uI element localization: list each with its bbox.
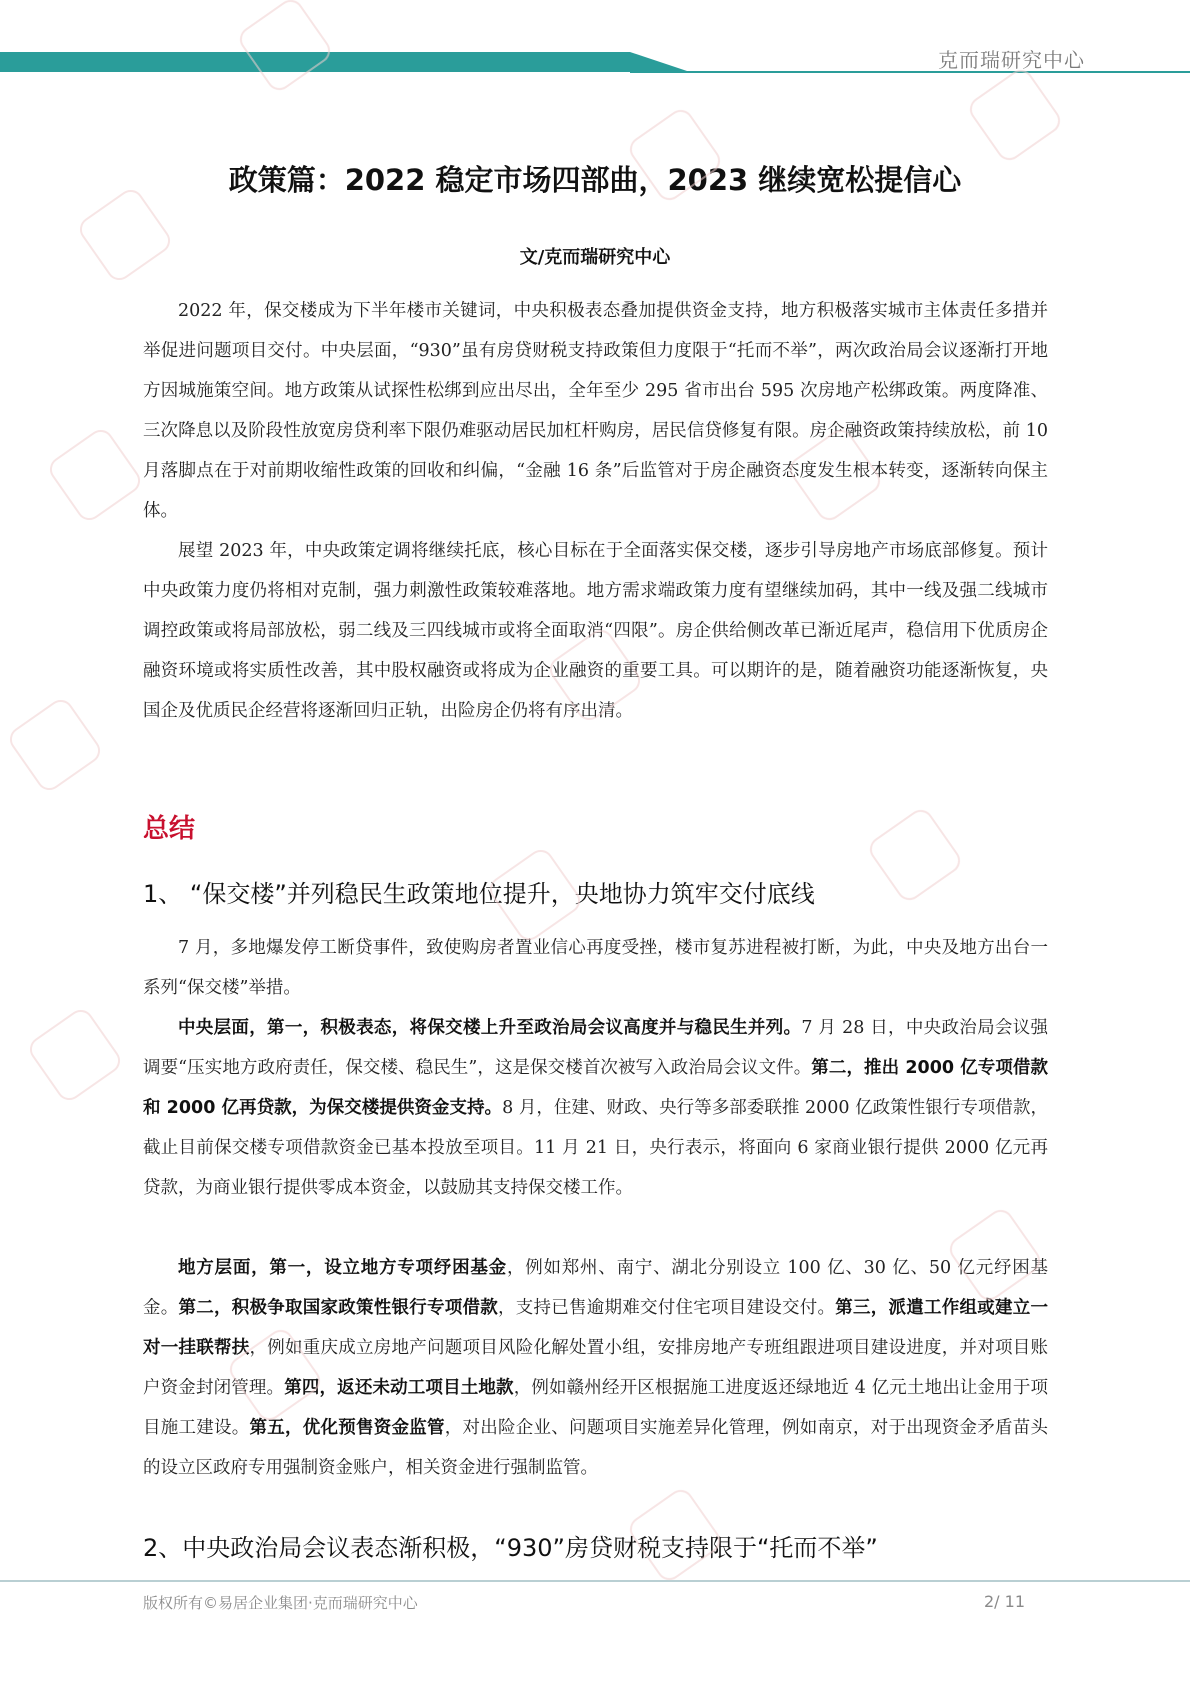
section-title-summary: 总结 — [143, 814, 196, 844]
header-org-label: 克而瑞研究中心 — [938, 48, 1085, 72]
watermark-logo-mark — [6, 696, 103, 793]
document-byline: 文/克而瑞研究中心 — [519, 247, 671, 268]
text-run: ，支持已售逾期难交付住宅项目建设交付。 — [498, 1298, 836, 1318]
footer-copyright: 版权所有©易居企业集团·克而瑞研究中心 — [143, 1594, 418, 1612]
bold-phrase: 中央层面，第一，积极表态，将保交楼上升至政治局会议高度并与稳民生并列。 — [178, 1018, 802, 1038]
text-run: ，对出险企业、问题项目实施差异化管理，例如南京，对于出现资金矛盾苗头的设立区政府专用强制资金账户，相关资金进行强制监管。 — [143, 1418, 1048, 1478]
text-run: ，例如重庆成立房地产问题项目风险化解处置小组，安排房地产专班组跟进项目建设进度，并对项目账户资金封闭管理。 — [143, 1338, 1048, 1398]
text-run: ，例如赣州经开区根据施工进度返还绿地近 4 亿元土地出让金用于项目施工建设。 — [143, 1378, 1049, 1438]
intro-paragraph-2: 展望 2023 年，中央政策定调将继续托底，核心目标在于全面落实保交楼，逐步引导房地产市场底部修复。预计中央政策力度仍将相对克制，强力刺激性政策较难落地。地方需求端政策力度有望继续加码，其中一线及强二线城市调控政策或将局部放松，弱二线及三四线城市或将全面取消“四限”。房企供给侧改革已渐近尾声，稳信用下优质房企融资环境或将实质性改善，其中股权融资或将成为企业融资的重要工具。可以期许的是，随着融资功能逐渐恢复，央国企及优质民企经营将逐渐回归正轨，出险房企仍将有序出清。 — [143, 541, 1048, 721]
watermark-logo-mark — [866, 806, 963, 903]
subheading-1: 1、 “保交楼”并列稳民生政策地位提升，央地协力筑牢交付底线 — [143, 880, 815, 908]
bold-phrase: 第五，优化预售资金监管 — [249, 1418, 445, 1438]
text-run: 7 月 28 日，中央政治局会议强调要“压实地方政府责任，保交楼、稳民生”，这是保交楼首次被写入政治局会议文件。 — [143, 1018, 1049, 1078]
intro-paragraph-1: 2022 年，保交楼成为下半年楼市关键词，中央积极表态叠加提供资金支持，地方积极落实城市主体责任多措并举促进问题项目交付。中央层面，“930”虽有房贷财税支持政策但力度限于“托而不举”，两次政治局会议逐渐打开地方因城施策空间。地方政策从试探性松绑到应出尽出，全年至少 295 省市出台 595 次房地产松绑政策。两度降准、三次降息以及阶段性放宽房贷利率下限仍难驱动居民加杠杆购房，居民信贷修复有限。房企融资政策持续放松，前 10 月落脚点在于对前期收缩性政策的回收和纠偏，“金融 16 条”后监管对于房企融资态度发生根本转变，逐渐转向保主体。 — [143, 301, 1048, 521]
s1-paragraph-2 — [143, 1008, 1048, 1208]
footer-rule — [0, 1580, 1190, 1582]
text-run: 8 月，住建、财政、央行等多部委联推 2000 亿政策性银行专项借款，截止目前保交楼专项借款资金已基本投放至项目。11 月 21 日，央行表示，将面向 6 家商业银行提供 2000 亿元再贷款，为商业银行提供零成本资金，以鼓励其支持保交楼工作。 — [143, 1098, 1049, 1198]
page-number: 2/ 11 — [983, 1592, 1025, 1611]
bold-phrase: 第三，派遣工作组或建立一对一挂联帮扶 — [143, 1298, 1048, 1358]
watermark-logo-mark — [966, 66, 1063, 163]
s1-paragraph-3 — [143, 1248, 1048, 1488]
header-teal-band — [0, 52, 690, 72]
subheading-2: 2、中央政治局会议表态渐积极，“930”房贷财税支持限于“托而不举” — [143, 1534, 878, 1562]
bold-phrase: 第四，返还未动工项目土地款 — [284, 1378, 514, 1398]
watermark-logo-mark — [46, 426, 143, 523]
bold-phrase: 地方层面，第一，设立地方专项纾困基金 — [178, 1258, 507, 1278]
text-run: ，例如郑州、南宁、湖北分别设立 100 亿、30 亿、50 亿元纾困基金。 — [143, 1258, 1049, 1318]
bold-phrase: 第二，积极争取国家政策性银行专项借款 — [178, 1298, 498, 1318]
watermark-logo-mark — [26, 1006, 123, 1103]
s1-paragraph-1: 7 月，多地爆发停工断贷事件，致使购房者置业信心再度受挫，楼市复苏进程被打断，为此，中央及地方出台一系列“保交楼”举措。 — [143, 938, 1048, 998]
bold-phrase: 第二，推出 2000 亿专项借款和 2000 亿再贷款，为保交楼提供资金支持。 — [143, 1058, 1049, 1118]
document-title: 政策篇：2022 稳定市场四部曲，2023 继续宽松提信心 — [228, 163, 962, 197]
watermark-logo-mark — [76, 186, 173, 283]
